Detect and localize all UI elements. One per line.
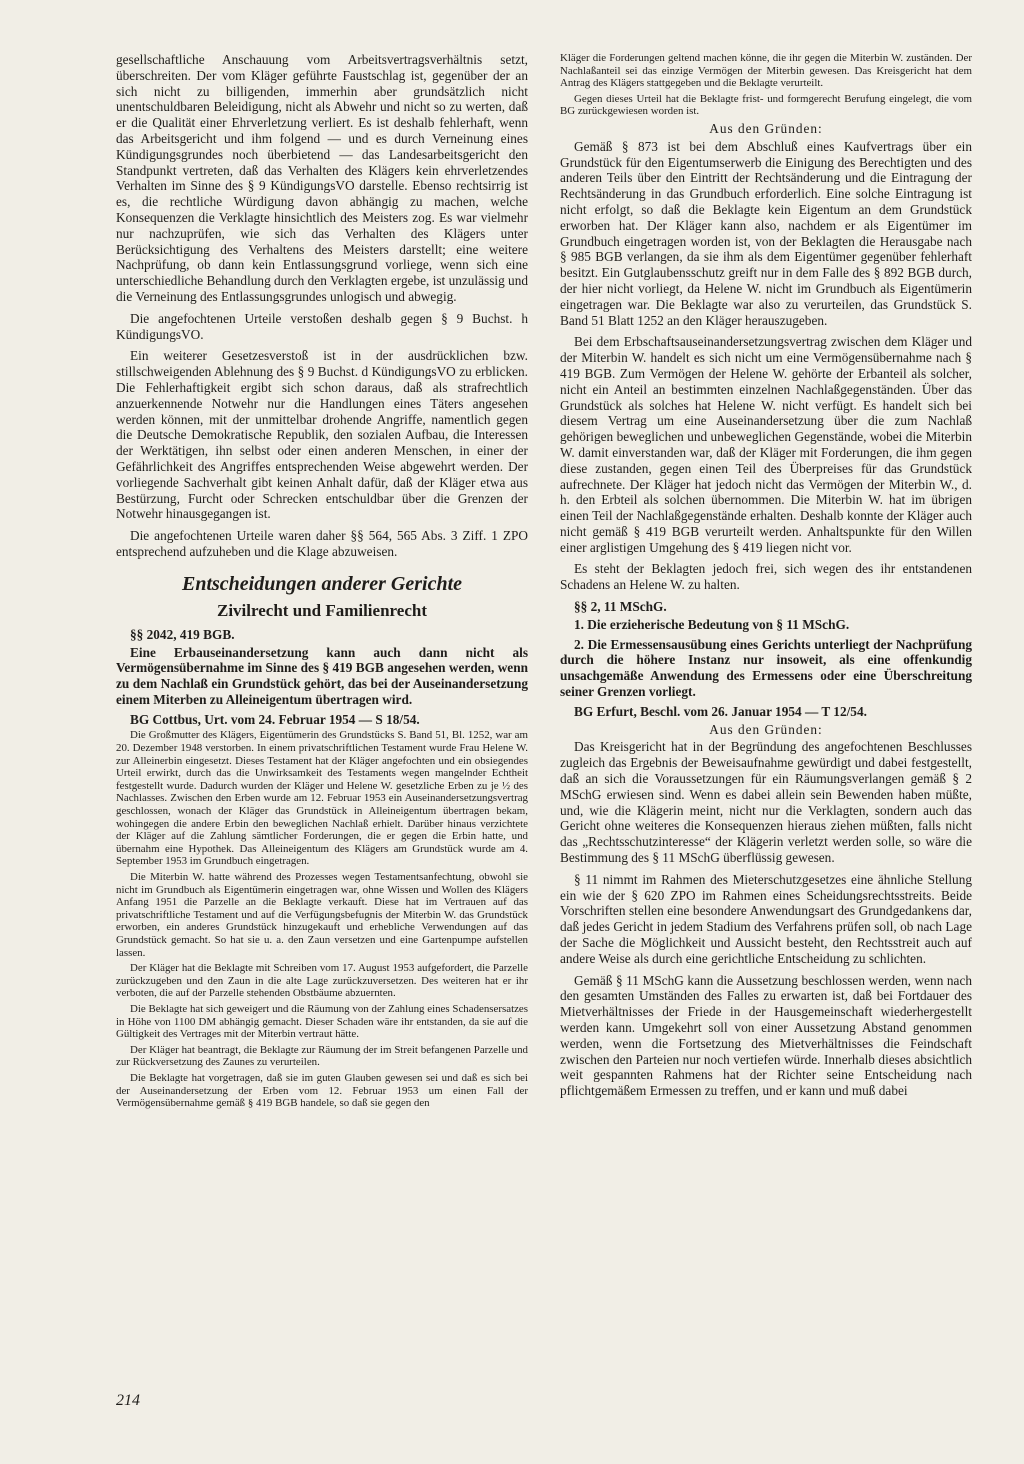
paragraph: Die angefochtenen Urteile waren daher §§ 564, 565 Abs. 3 Ziff. 1 ZPO entsprechend aufzuheben und die Klage abzuweisen.: [116, 528, 528, 559]
facts-paragraph: Die Miterbin W. hatte während des Prozesses wegen Testamentsanfechtung, obwohl sie nicht im Grundbuch als Eigentümerin eingetragen war, ohne Wissen und Wollen des Klägers Anfang 1951 die Parzelle an die Beklagte verkauft. Diese hat im Vertrauen auf das privatschriftliche Testament und auf die Verfügungsbefugnis der Miterbin W. das Grundstück erworben, ein anderes Grundstück hinzugekauft und erhebliche Verwendungen auf das Grundstück gemacht. So hat sie u. a. den Zaun versetzen und eine Gartenpumpe aufstellen lassen.: [116, 871, 528, 959]
norm-reference: §§ 2, 11 MSchG.: [574, 599, 667, 615]
facts-paragraph: Kläger die Forderungen geltend machen könne, die ihr gegen die Miterbin W. zuständen. Der Nachlaßanteil sei das einzige Vermögen der Miterbin gewesen. Das Kreisgericht hat dem Antrag des Klägers stattgegeben und die Beklagte verurteilt.: [560, 52, 972, 90]
paragraph: Die angefochtenen Urteile verstoßen deshalb gegen § 9 Buchst. h KündigungsVO.: [116, 310, 528, 342]
court-citation: BG Cottbus, Urt. vom 24. Februar 1954 — S 18/54.: [130, 711, 420, 727]
reasons-heading: Aus den Gründen:: [709, 120, 823, 136]
page-number: 214: [116, 1392, 140, 1409]
facts-paragraph: Der Kläger hat die Beklagte mit Schreiben vom 17. August 1953 aufgefordert, die Parzelle zurückzugeben und den Zaun in die alte Lage zurückzuversetzen. Des weiteren hat er ihr verboten, die auf der Parzelle stehenden Obstbäume abzuernten.: [116, 962, 528, 1000]
subsection-title: Zivilrecht und Familienrecht: [217, 600, 427, 620]
paragraph: Das Kreisgericht hat in der Begründung des angefochtenen Beschlusses zugleich das Ergebnis der Beweisaufnahme gewürdigt und dabei festgestellt, daß an sich die Voraussetzungen für ein Räumungsverlangen gemäß § 2 MSchG erwiesen sind. Wenn es dabei allein sein Bewenden haben müßte, und, wie die Klägerin meint, nicht nur die Verklagten, sondern auch das Gericht ohne weiteres die Konsequenzen hieraus ziehen müßten, falls nicht das „Rechtsschutzinteresse“ der Klägerin verletzt werden solle, so wäre die Bestimmung des § 11 MSchG überflüssig gewesen.: [560, 739, 972, 866]
norm-reference: §§ 2042, 419 BGB.: [130, 626, 235, 642]
right-column: [560, 52, 972, 1105]
facts-paragraph: Der Kläger hat beantragt, die Beklagte zur Räumung der im Streit befangenen Parzelle und zur Rückversetzung des Zaunes zu verurteilen.: [116, 1043, 528, 1069]
headnote: Eine Erbauseinandersetzung kann auch dann nicht als Vermögensübernahme im Sinne des § 419 BGB angesehen werden, wenn zu dem Nachlaß ein Grundstück gehört, das bei der Auseinandersetzung einem Miterben zu Alleineigentum übertragen wird.: [116, 644, 528, 707]
facts-paragraph: Die Beklagte hat sich geweigert und die Räumung von der Zahlung eines Schadensersatzes in Höhe von 1100 DM abhängig gemacht. Dieser Schaden wäre ihr entstanden, da sie auf die Gültigkeit des Vertrages mit der Miterbin vertraut hätte.: [116, 1002, 528, 1041]
reasons-heading: Aus den Gründen:: [709, 721, 823, 737]
left-column: [116, 52, 528, 1113]
facts-paragraph: Die Beklagte hat vorgetragen, daß sie im guten Glauben gewesen sei und daß es sich bei der Auseinandersetzung der Erben vom 12. Februar 1953 um einen Fall der Vermögensübernahme gemäß § 419 BGB handele, so daß sie gegen den: [116, 1071, 528, 1110]
section-title: Entscheidungen anderer Gerichte: [181, 572, 463, 595]
paragraph: Gemäß § 873 ist bei dem Abschluß eines Kaufvertrags über ein Grundstück für den Eigentumserwerb die Einigung des Berechtigten und des anderen Teils über den Eintritt der Rechtsänderung und die Eintragung der Rechtsänderung in das Grundbuch erforderlich. Eine solche Eintragung ist nicht erfolgt, so daß die Beklagte kein Eigentum an dem Grundstück erworben hat. Der Kläger kann also, nachdem er als Eigentümer im Grundbuch eingetragen worden ist, von der Beklagten die Herausgabe nach § 985 BGB verlangen, da sie ihm als dem Eigentümer gegenüber fehlerhaft besitzt. Ein Gutglaubensschutz greift nur in dem Falle des § 892 BGB durch, der hier nicht vorliegt, da Helene W. nicht im Grundbuch als Eigentümerin eingetragen war. Die Beklagte war also zu verurteilen, das Grundstück S. Band 51 Blatt 1252 an den Kläger herauszugeben.: [560, 138, 972, 328]
paragraph: gesellschaftliche Anschauung vom Arbeitsvertragsverhältnis setzt, überschreiten. Der vom Kläger geführte Faustschlag ist, gegenüber der an sich nicht zu billigenden, immerhin aber grundsätzlich nicht unentschuldbaren Beleidigung, nicht als Abwehr und nicht so zu werten, daß er die Qualität einer Ehrverletzung verliert. Es ist deshalb fehlerhaft, wenn das Arbeitsgericht und ihm folgend — und es durch Verneinung eines Kündigungsgrundes noch überbietend — das Landesarbeitsgericht den Standpunkt vertreten, daß das Verhalten des Klägers kein ehrverletzendes Verhalten im Sinne des § 9 KündigungsVO darstelle. Ebenso rechtsirrig ist es, die rechtliche Würdigung davon abhängig zu machen, welche Konsequenzen die Verklagte hinsichtlich des Meisters zog. Es war vielmehr nur nachzuprüfen, wie sich das Verhalten des Klägers unter Berücksichtigung des Verhaltens des Meisters darstellt; eine weitere Nachprüfung, ob dann kein Entlassungsgrund vorliege, wenn sich eine unterschiedliche Behandlung durch den Verklagten ergebe, ist unzulässig und die Verneinung des Entlassungsgrundes unlogisch und abwegig.: [116, 52, 528, 304]
headnote: 2. Die Ermessensausübung eines Gerichts unterliegt der Nachprüfung durch die höhere Instanz nur insoweit, als eine offenkundig unsachgemäße Anwendung des Ermessens oder eine Überschreitung seiner Grenzen vorliegt.: [560, 636, 972, 700]
court-citation: BG Erfurt, Beschl. vom 26. Januar 1954 — T 12/54.: [574, 703, 867, 719]
paragraph: § 11 nimmt im Rahmen des Mieterschutzgesetzes eine ähnliche Stellung ein wie der § 620 ZPO im Rahmen eines Scheidungsrechtsstreits. Beide Vorschriften stellen eine besondere Anwendungsart des Grundgedankens dar, daß jedes Gericht in jedem Stadium des Verfahrens prüfen soll, ob nach Lage der Sache die Möglichkeit und Aussicht besteht, den Rechtsstreit auch auf andere Weise als durch eine gerichtliche Entscheidung zu schlichten.: [560, 871, 972, 966]
paragraph: Ein weiterer Gesetzesverstoß ist in der ausdrücklichen bzw. stillschweigenden Ablehnung des § 9 Buchst. d KündigungsVO zu erblicken. Die Fehlerhaftigkeit ergibt sich schon daraus, daß als strafrechtlich anzuerkennende Notwehr nur die Handlungen eines Täters angesehen werden können, mit der unmittelbar drohende Angriffe, namentlich gegen die Deutsche Demokratische Republik, den sozialen Aufbau, die Interessen der Werktätigen, ihn selbst oder einen anderen Menschen, in einer der Gefährlichkeit des Angriffes entsprechenden Weise abgewehrt werden. Der vorliegende Sachverhalt gibt keinen Anhalt dafür, daß der Kläger etwa aus Bestürzung, Furcht oder Schrecken entschuldbar über die Grenzen der Notwehr hinausgegangen ist.: [116, 348, 528, 522]
paragraph: Gemäß § 11 MSchG kann die Aussetzung beschlossen werden, wenn nach den gesamten Umständen des Falles zu erwarten ist, daß bei Fortdauer des Mietverhältnisses der Friede in der Hausgemeinschaft wiederhergestellt werden kann. Umgekehrt soll von einer Aussetzung Abstand genommen werden, wenn die Fortsetzung des Mietverhältnisses die Feindschaft zwischen den Parteien nur noch vertiefen würde. Innerhalb dieses absichtlich weit gespannten Rahmens hat der Richter seine Entscheidung nach pflichtgemäßem Ermessen zu treffen, und er kann und muß dabei: [560, 972, 972, 1099]
facts-paragraph: Gegen dieses Urteil hat die Beklagte frist- und formgerecht Berufung eingelegt, die vom BG zurückgewiesen worden ist.: [560, 92, 972, 118]
facts-paragraph: Die Großmutter des Klägers, Eigentümerin des Grundstücks S. Band 51, Bl. 1252, war am 20. Dezember 1948 verstorben. In einem privatschriftlichen Testament wurde Frau Helene W. zur Alleinerbin eingesetzt. Dieses Testament hat der Kläger angefochten und ein obsiegendes Urteil erwirkt, durch das die Unwirksamkeit des Testaments wegen mangelnder Echtheit festgestellt wurde. Dadurch wurden der Kläger und Helene W. gesetzliche Erben zu je ½ des Nachlasses. Zwischen den Erben wurde am 12. Februar 1953 ein Auseinandersetzungsvertrag geschlossen, wonach der Kläger das Grundstück in Alleineigentum übertragen bekam, wohingegen die andere Erbin den beweglichen Nachlaß erhielt. Darüber hinaus verzichtete der Kläger auf die Zahlung sämtlicher Forderungen, die er gegen die Erbin hatte, und übernahm eine Hypothek. Das Alleineigentum des Klägers am Grundstück wurde am 4. September 1953 im Grundbuch eingetragen.: [116, 729, 528, 868]
headnote: 1. Die erzieherische Bedeutung von § 11 MSchG.: [574, 616, 850, 632]
paragraph: Es steht der Beklagten jedoch frei, sich wegen des ihr entstandenen Schadens an Helene W. zu halten.: [560, 561, 972, 593]
paragraph: Bei dem Erbschaftsauseinandersetzungsvertrag zwischen dem Kläger und der Miterbin W. handelt es sich nicht um eine Vermögensübernahme nach § 419 BGB. Zum Vermögen der Helene W. gehörte der Erbanteil als solcher, nicht ein Anteil an bestimmten einzelnen Nachlaßgegenständen. Über das Grundstück als solches hat Helene W. nicht verfügt. Es handelt sich bei diesem Vertrag um eine Auseinandersetzung über die zum Nachlaß gehörigen beweglichen und unbeweglichen Gegenstände, wobei die Miterbin W. damit einverstanden war, daß der Kläger mit Forderungen, die ihm gegen diese zustanden, gegen einen Teil des Überpreises für das Grundstück aufrechnete. Der Kläger hat jedoch nicht das Vermögen der Miterbin W., d. h. den Erbteil als solchen übernommen. Die Miterbin W. hat im übrigen einen Teil der Nachlaßgegenstände erhalten. Deshalb konnte der Kläger auch nicht gemäß § 419 BGB verurteilt werden. Anhaltspunkte für den Willen einer arglistigen Umgehung des § 419 liegen nicht vor.: [560, 334, 972, 555]
